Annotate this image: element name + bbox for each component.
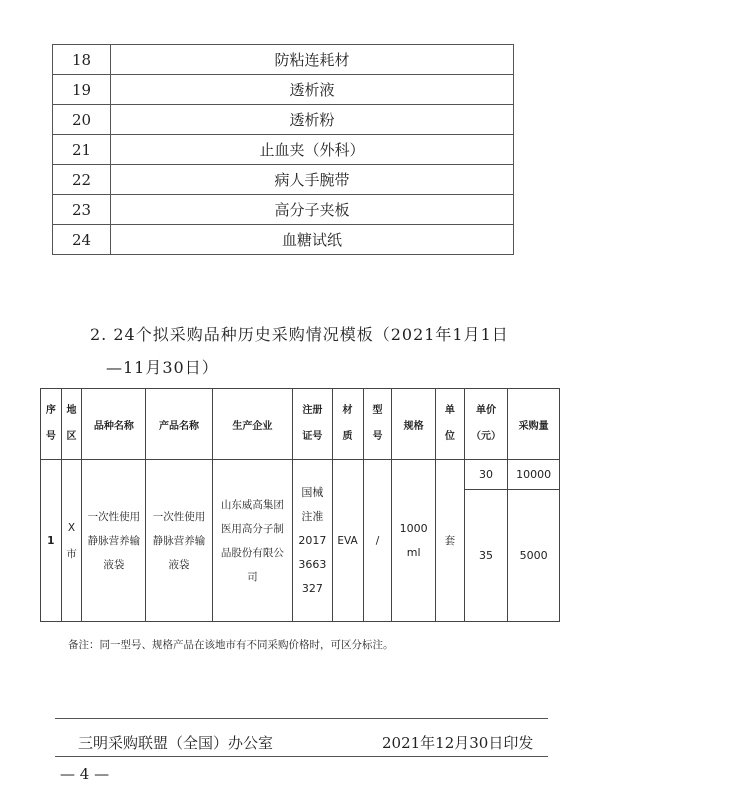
header-material: 材质 bbox=[332, 389, 363, 460]
cell-qty-2: 5000 bbox=[508, 490, 560, 622]
section-heading bbox=[90, 318, 560, 384]
row-number: 24 bbox=[53, 225, 111, 255]
header-variety: 品种名称 bbox=[82, 389, 146, 460]
row-product-name: 透析粉 bbox=[111, 105, 514, 135]
table-row bbox=[41, 460, 560, 490]
purchase-history-table bbox=[40, 388, 560, 622]
table-row bbox=[53, 75, 514, 105]
product-list-table bbox=[52, 44, 514, 255]
header-price: 单价（元） bbox=[464, 389, 507, 460]
row-number: 21 bbox=[53, 135, 111, 165]
cell-region: X市 bbox=[61, 460, 82, 622]
row-product-name: 止血夹（外科） bbox=[111, 135, 514, 165]
cell-model: / bbox=[363, 460, 392, 622]
cell-material: EVA bbox=[332, 460, 363, 622]
cell-product: 一次性使用静脉营养输液袋 bbox=[146, 460, 212, 622]
row-number: 23 bbox=[53, 195, 111, 225]
table-row bbox=[53, 135, 514, 165]
cell-qty-1: 10000 bbox=[508, 460, 560, 490]
row-number: 22 bbox=[53, 165, 111, 195]
cell-spec: 1000ml bbox=[392, 460, 435, 622]
row-product-name: 高分子夹板 bbox=[111, 195, 514, 225]
issue-date: 2021年12月30日印发 bbox=[382, 734, 534, 752]
row-number: 19 bbox=[53, 75, 111, 105]
header-product: 产品名称 bbox=[146, 389, 212, 460]
row-product-name: 病人手腕带 bbox=[111, 165, 514, 195]
row-product-name: 防粘连耗材 bbox=[111, 45, 514, 75]
section-heading-line1: 2. 24个拟采购品种历史采购情况模板（2021年1月1日 bbox=[90, 325, 509, 344]
table-row bbox=[53, 195, 514, 225]
footer-top-rule bbox=[55, 718, 548, 719]
cell-reg-no: 国械注准20173663327 bbox=[293, 460, 332, 622]
header-seq: 序号 bbox=[41, 389, 62, 460]
page-number: — 4 — bbox=[60, 765, 110, 783]
cell-maker: 山东威高集团医用高分子制品股份有限公司 bbox=[212, 460, 293, 622]
cell-price-2: 35 bbox=[464, 490, 507, 622]
header-spec: 规格 bbox=[392, 389, 435, 460]
issuer-name: 三明采购联盟（全国）办公室 bbox=[78, 734, 274, 752]
table-row bbox=[53, 165, 514, 195]
cell-price-1: 30 bbox=[464, 460, 507, 490]
header-unit: 单位 bbox=[435, 389, 464, 460]
table-note: 备注：同一型号、规格产品在该地市有不同采购价格时，可区分标注。 bbox=[68, 639, 394, 651]
header-qty: 采购量 bbox=[508, 389, 560, 460]
row-product-name: 透析液 bbox=[111, 75, 514, 105]
table-row bbox=[53, 105, 514, 135]
header-reg-no: 注册证号 bbox=[293, 389, 332, 460]
table-row bbox=[53, 45, 514, 75]
header-maker: 生产企业 bbox=[212, 389, 293, 460]
cell-seq: 1 bbox=[41, 460, 62, 622]
cell-variety: 一次性使用静脉营养输液袋 bbox=[82, 460, 146, 622]
row-number: 18 bbox=[53, 45, 111, 75]
row-product-name: 血糖试纸 bbox=[111, 225, 514, 255]
footer-bottom-rule bbox=[55, 756, 548, 757]
header-model: 型号 bbox=[363, 389, 392, 460]
cell-unit: 套 bbox=[435, 460, 464, 622]
header-region: 地区 bbox=[61, 389, 82, 460]
header-row bbox=[41, 389, 560, 460]
table-row bbox=[53, 225, 514, 255]
section-heading-line2: —11月30日） bbox=[106, 358, 219, 377]
row-number: 20 bbox=[53, 105, 111, 135]
